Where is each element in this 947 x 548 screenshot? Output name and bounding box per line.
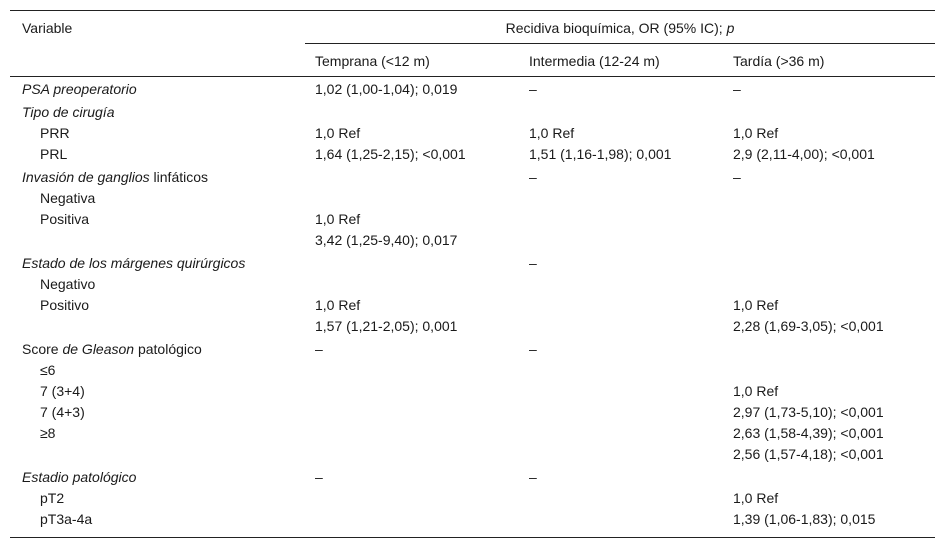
header-group-p: p <box>726 20 735 36</box>
row-nodes-late: – <box>733 169 741 185</box>
row-nodes-label-plain: linfáticos <box>149 169 209 185</box>
row-nodes-label-italic: Invasión de ganglios <box>22 169 150 185</box>
row-prr-mid: 1,0 Ref <box>529 125 575 141</box>
row-gleason-extra-late: 2,56 (1,57-4,18); <0,001 <box>733 446 884 462</box>
row-margins-pos-label: Positivo <box>40 297 90 313</box>
row-gleason-7a-late: 1,0 Ref <box>733 383 779 399</box>
row-margins-mid: – <box>529 255 537 271</box>
row-gleason-7b-label: 7 (4+3) <box>40 404 85 420</box>
row-prr-late: 1,0 Ref <box>733 125 779 141</box>
row-psa-label: PSA preoperatorio <box>22 81 137 97</box>
row-stage-pt3-label: pT3a-4a <box>40 511 93 527</box>
row-margins-pos-early-1: 1,0 Ref <box>315 297 361 313</box>
row-prl-late: 2,9 (2,11-4,00); <0,001 <box>733 146 875 162</box>
row-nodes-pos-label: Positiva <box>40 211 90 227</box>
row-gleason-ge8-label: ≥8 <box>40 425 56 441</box>
row-gleason-7b-late: 2,97 (1,73-5,10); <0,001 <box>733 404 884 420</box>
row-stage-pt2-late: 1,0 Ref <box>733 490 779 506</box>
row-psa-late: – <box>733 81 741 97</box>
header-group-text: Recidiva bioquímica, OR (95% IC); <box>505 20 727 36</box>
row-gleason-label-plain-1: Score <box>22 341 63 357</box>
row-psa-early: 1,02 (1,00-1,04); 0,019 <box>315 81 458 97</box>
row-gleason-early: – <box>315 341 323 357</box>
row-stage-early: – <box>315 469 323 485</box>
top-rule <box>10 10 935 11</box>
row-nodes-neg-label: Negativa <box>40 190 96 206</box>
row-prl-label: PRL <box>40 146 68 162</box>
row-margins-pos-late-1: 1,0 Ref <box>733 297 779 313</box>
row-prl-early: 1,64 (1,25-2,15); <0,001 <box>315 146 466 162</box>
row-margins-label: Estado de los márgenes quirúrgicos <box>22 255 246 271</box>
header-bottom-rule <box>10 76 935 77</box>
row-surgery-label: Tipo de cirugía <box>22 104 115 120</box>
row-stage-pt3-late: 1,39 (1,06-1,83); 0,015 <box>733 511 876 527</box>
row-prr-early: 1,0 Ref <box>315 125 361 141</box>
header-group <box>305 19 935 37</box>
row-prl-mid: 1,51 (1,16-1,98); 0,001 <box>529 146 672 162</box>
header-col-early: Temprana (<12 m) <box>315 53 430 69</box>
header-variable: Variable <box>22 20 73 36</box>
header-col-mid: Intermedia (12-24 m) <box>529 53 660 69</box>
group-rule <box>305 43 935 44</box>
row-gleason-mid: – <box>529 341 537 357</box>
row-nodes-label <box>22 168 208 186</box>
row-gleason-label-italic: de Gleason <box>62 341 135 357</box>
row-nodes-pos-early-2: 3,42 (1,25-9,40); 0,017 <box>315 232 458 248</box>
row-margins-pos-late-2: 2,28 (1,69-3,05); <0,001 <box>733 318 884 334</box>
row-gleason-label-plain-2: patológico <box>134 341 202 357</box>
row-gleason-ge8-late: 2,63 (1,58-4,39); <0,001 <box>733 425 884 441</box>
row-gleason-7a-label: 7 (3+4) <box>40 383 85 399</box>
row-stage-label: Estadio patológico <box>22 469 137 485</box>
row-nodes-pos-early-1: 1,0 Ref <box>315 211 361 227</box>
row-psa-mid: – <box>529 81 537 97</box>
row-margins-neg-label: Negativo <box>40 276 96 292</box>
row-gleason-le6-label: ≤6 <box>40 362 56 378</box>
bottom-rule <box>10 537 935 538</box>
header-col-late: Tardía (>36 m) <box>733 53 825 69</box>
row-gleason-label <box>22 340 202 358</box>
row-prr-label: PRR <box>40 125 70 141</box>
row-stage-pt2-label: pT2 <box>40 490 65 506</box>
row-nodes-mid: – <box>529 169 537 185</box>
row-stage-mid: – <box>529 469 537 485</box>
row-margins-pos-early-2: 1,57 (1,21-2,05); 0,001 <box>315 318 458 334</box>
